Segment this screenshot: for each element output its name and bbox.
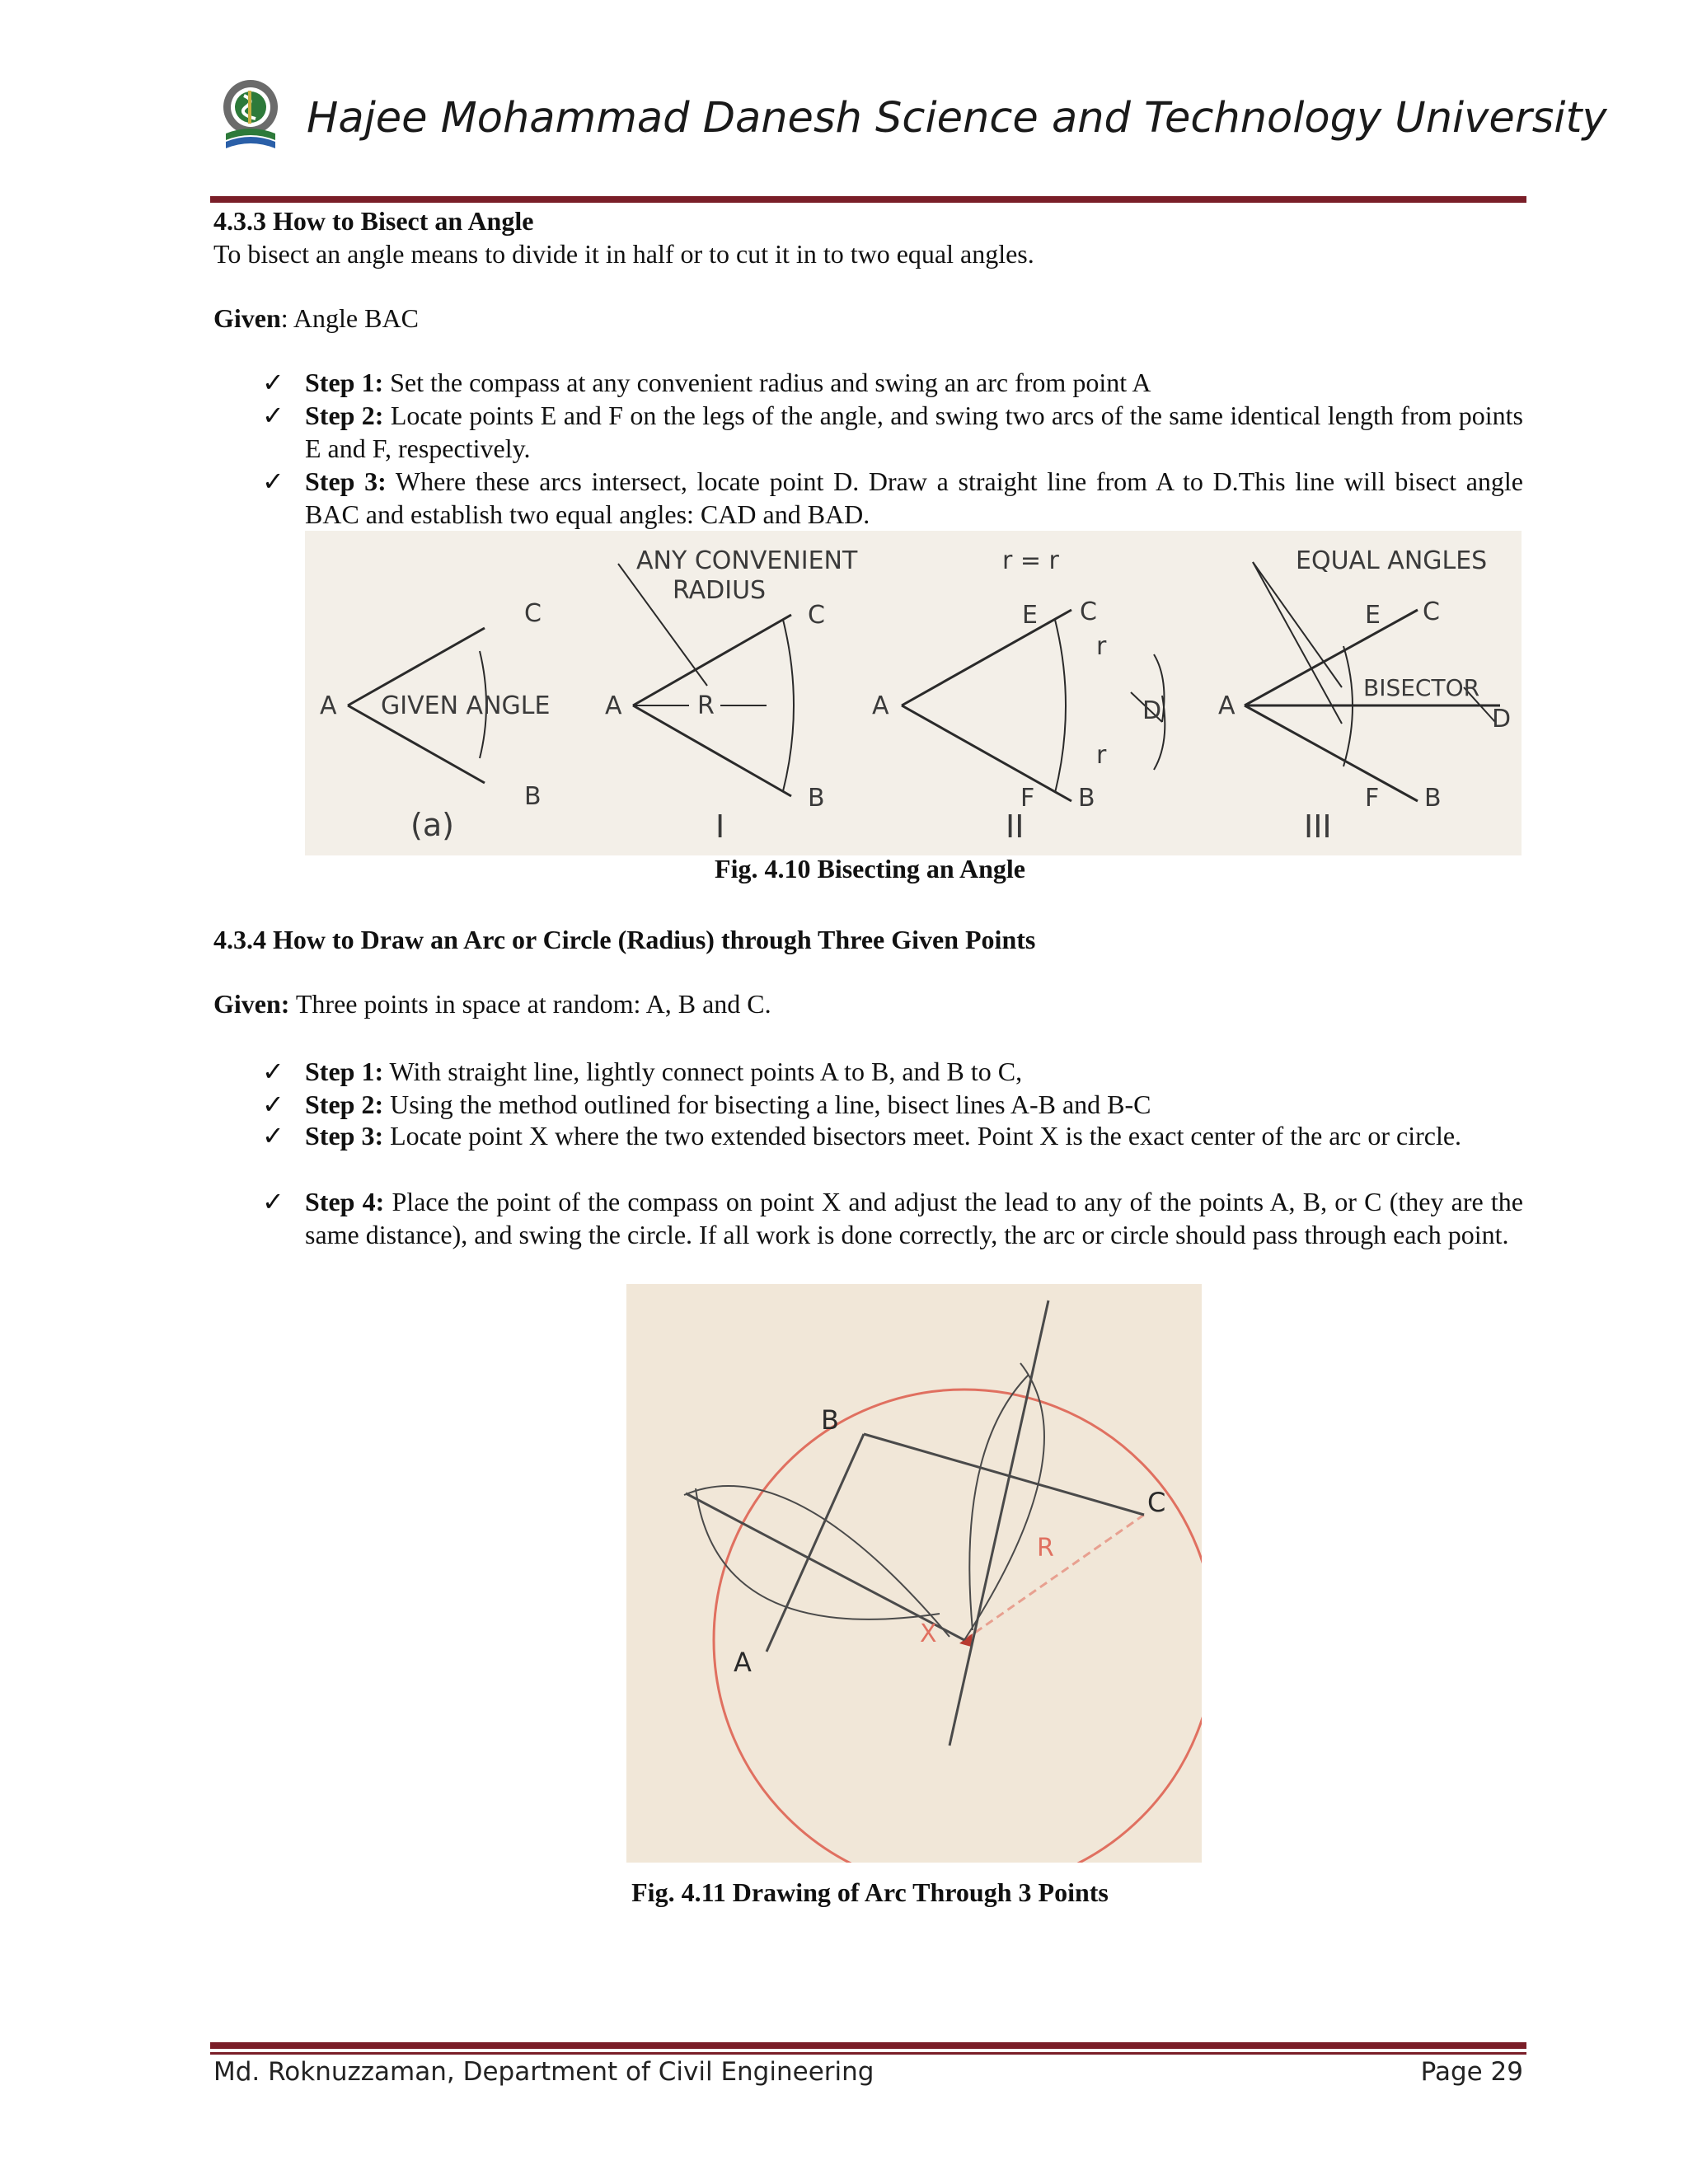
figure-bisecting-angle xyxy=(305,531,1522,855)
university-logo xyxy=(219,76,282,155)
header-rule xyxy=(210,196,1526,203)
label-II-A: A xyxy=(872,691,889,720)
label-R: R xyxy=(1037,1534,1054,1563)
step-item xyxy=(262,1185,1523,1251)
label-III-A: A xyxy=(1218,691,1236,720)
given-label: Given xyxy=(213,303,281,333)
step-text: Using the method outlined for bisecting a line, bisect lines A-B and B-C xyxy=(383,1090,1151,1119)
label-I-A: A xyxy=(605,691,622,720)
footer-author: Md. Roknuzzaman, Department of Civil Engineering xyxy=(213,2057,874,2087)
checkmark-icon: ✓ xyxy=(262,1057,284,1086)
label-part-II: II xyxy=(1006,808,1025,845)
label-part-a: (a) xyxy=(410,807,454,843)
given-text: : Angle BAC xyxy=(280,303,419,333)
checkmark-icon: ✓ xyxy=(262,466,284,496)
label-III-F: F xyxy=(1365,784,1380,813)
page-number: Page 29 xyxy=(1420,2057,1523,2087)
label-part-III: III xyxy=(1304,808,1332,845)
label-III-E: E xyxy=(1365,601,1381,630)
label-II-C: C xyxy=(1080,598,1097,626)
section-intro: To bisect an angle means to divide it in half or to cut it in to two equal angles. xyxy=(213,239,1034,269)
label-a-A: A xyxy=(320,691,337,720)
step-text: Place the point of the compass on point X and adjust the lead to any of the points A, B, or C (they are the same distance), and swing the circle. If all work is done correctly, the arc or circle should pass through each point. xyxy=(305,1187,1524,1249)
label-III-D: D xyxy=(1492,705,1512,733)
step-text: With straight line, lightly connect points A to B, and B to C, xyxy=(383,1057,1023,1086)
step-item xyxy=(262,1119,1523,1152)
given-line xyxy=(213,302,419,335)
label-X: X xyxy=(920,1619,937,1648)
step-text: Where these arcs intersect, locate point D. Draw a straight line from A to D.This line will bisect angle BAC and establish two equal angles: CAD and BAD. xyxy=(305,466,1524,529)
step-label: Step 3: xyxy=(305,1121,384,1151)
label-I-B: B xyxy=(808,784,825,813)
step-label: Step 3: xyxy=(305,466,387,496)
section-heading-bisect: 4.3.3 How to Bisect an Angle xyxy=(213,206,534,236)
label-III-B: B xyxy=(1424,784,1442,813)
checkmark-icon: ✓ xyxy=(262,401,284,430)
label-II-D: D xyxy=(1142,696,1162,725)
step-item xyxy=(262,399,1523,465)
label-bisector: BISECTOR xyxy=(1363,674,1480,701)
checkmark-icon: ✓ xyxy=(262,1121,284,1151)
label-given-angle: GIVEN ANGLE xyxy=(381,691,551,720)
label-III-C: C xyxy=(1423,598,1440,626)
label-equal-angles: EQUAL ANGLES xyxy=(1296,546,1488,575)
step-item xyxy=(262,1088,1523,1121)
label-r-eq-r: r = r xyxy=(1002,546,1059,575)
label-a-B: B xyxy=(524,782,542,811)
label-any-convenient: ANY CONVENIENT xyxy=(636,546,858,575)
checkmark-icon: ✓ xyxy=(262,368,284,397)
step-text: Set the compass at any convenient radius and swing an arc from point A xyxy=(383,368,1151,397)
footer-rule-thin xyxy=(210,2052,1526,2055)
label-part-I: I xyxy=(715,808,725,845)
figure-caption-4-11: Fig. 4.11 Drawing of Arc Through 3 Points xyxy=(631,1877,1109,1907)
label-II-r2: r xyxy=(1096,741,1107,770)
label-a-C: C xyxy=(524,599,542,628)
given-text: Three points in space at random: A, B and C. xyxy=(289,989,771,1019)
step-text: Locate point X where the two extended bisectors meet. Point X is the exact center of the arc or circle. xyxy=(383,1121,1462,1151)
step-item xyxy=(262,1055,1523,1088)
figure-caption-4-10: Fig. 4.10 Bisecting an Angle xyxy=(715,854,1025,883)
step-label: Step 2: xyxy=(305,1090,384,1119)
label-II-F: F xyxy=(1020,784,1035,813)
step-label: Step 1: xyxy=(305,1057,384,1086)
section-heading-arc: 4.3.4 How to Draw an Arc or Circle (Radius) through Three Given Points xyxy=(213,925,1036,954)
label-C: C xyxy=(1147,1487,1166,1518)
step-item xyxy=(262,465,1523,531)
checkmark-icon: ✓ xyxy=(262,1090,284,1119)
label-radius: RADIUS xyxy=(673,576,767,605)
step-label: Step 1: xyxy=(305,368,384,397)
university-name: Hajee Mohammad Danesh Science and Technology University xyxy=(307,94,1607,143)
label-A: A xyxy=(734,1647,752,1678)
label-B: B xyxy=(821,1404,839,1436)
given-label: Given: xyxy=(213,989,290,1019)
figure-arc-three-points xyxy=(626,1284,1202,1863)
step-text: Locate points E and F on the legs of the angle, and swing two arcs of the same identical length from points E and F, respectively. xyxy=(305,401,1524,463)
label-I-C: C xyxy=(808,601,825,630)
step-label: Step 4: xyxy=(305,1187,385,1216)
step-item xyxy=(262,366,1523,399)
footer-rule-thick xyxy=(210,2042,1526,2049)
label-II-r1: r xyxy=(1096,632,1107,661)
label-I-R: R xyxy=(697,691,715,720)
label-II-E: E xyxy=(1022,601,1038,630)
step-label: Step 2: xyxy=(305,401,384,430)
label-II-B: B xyxy=(1078,784,1095,813)
given-line xyxy=(213,987,771,1020)
checkmark-icon: ✓ xyxy=(262,1187,284,1216)
